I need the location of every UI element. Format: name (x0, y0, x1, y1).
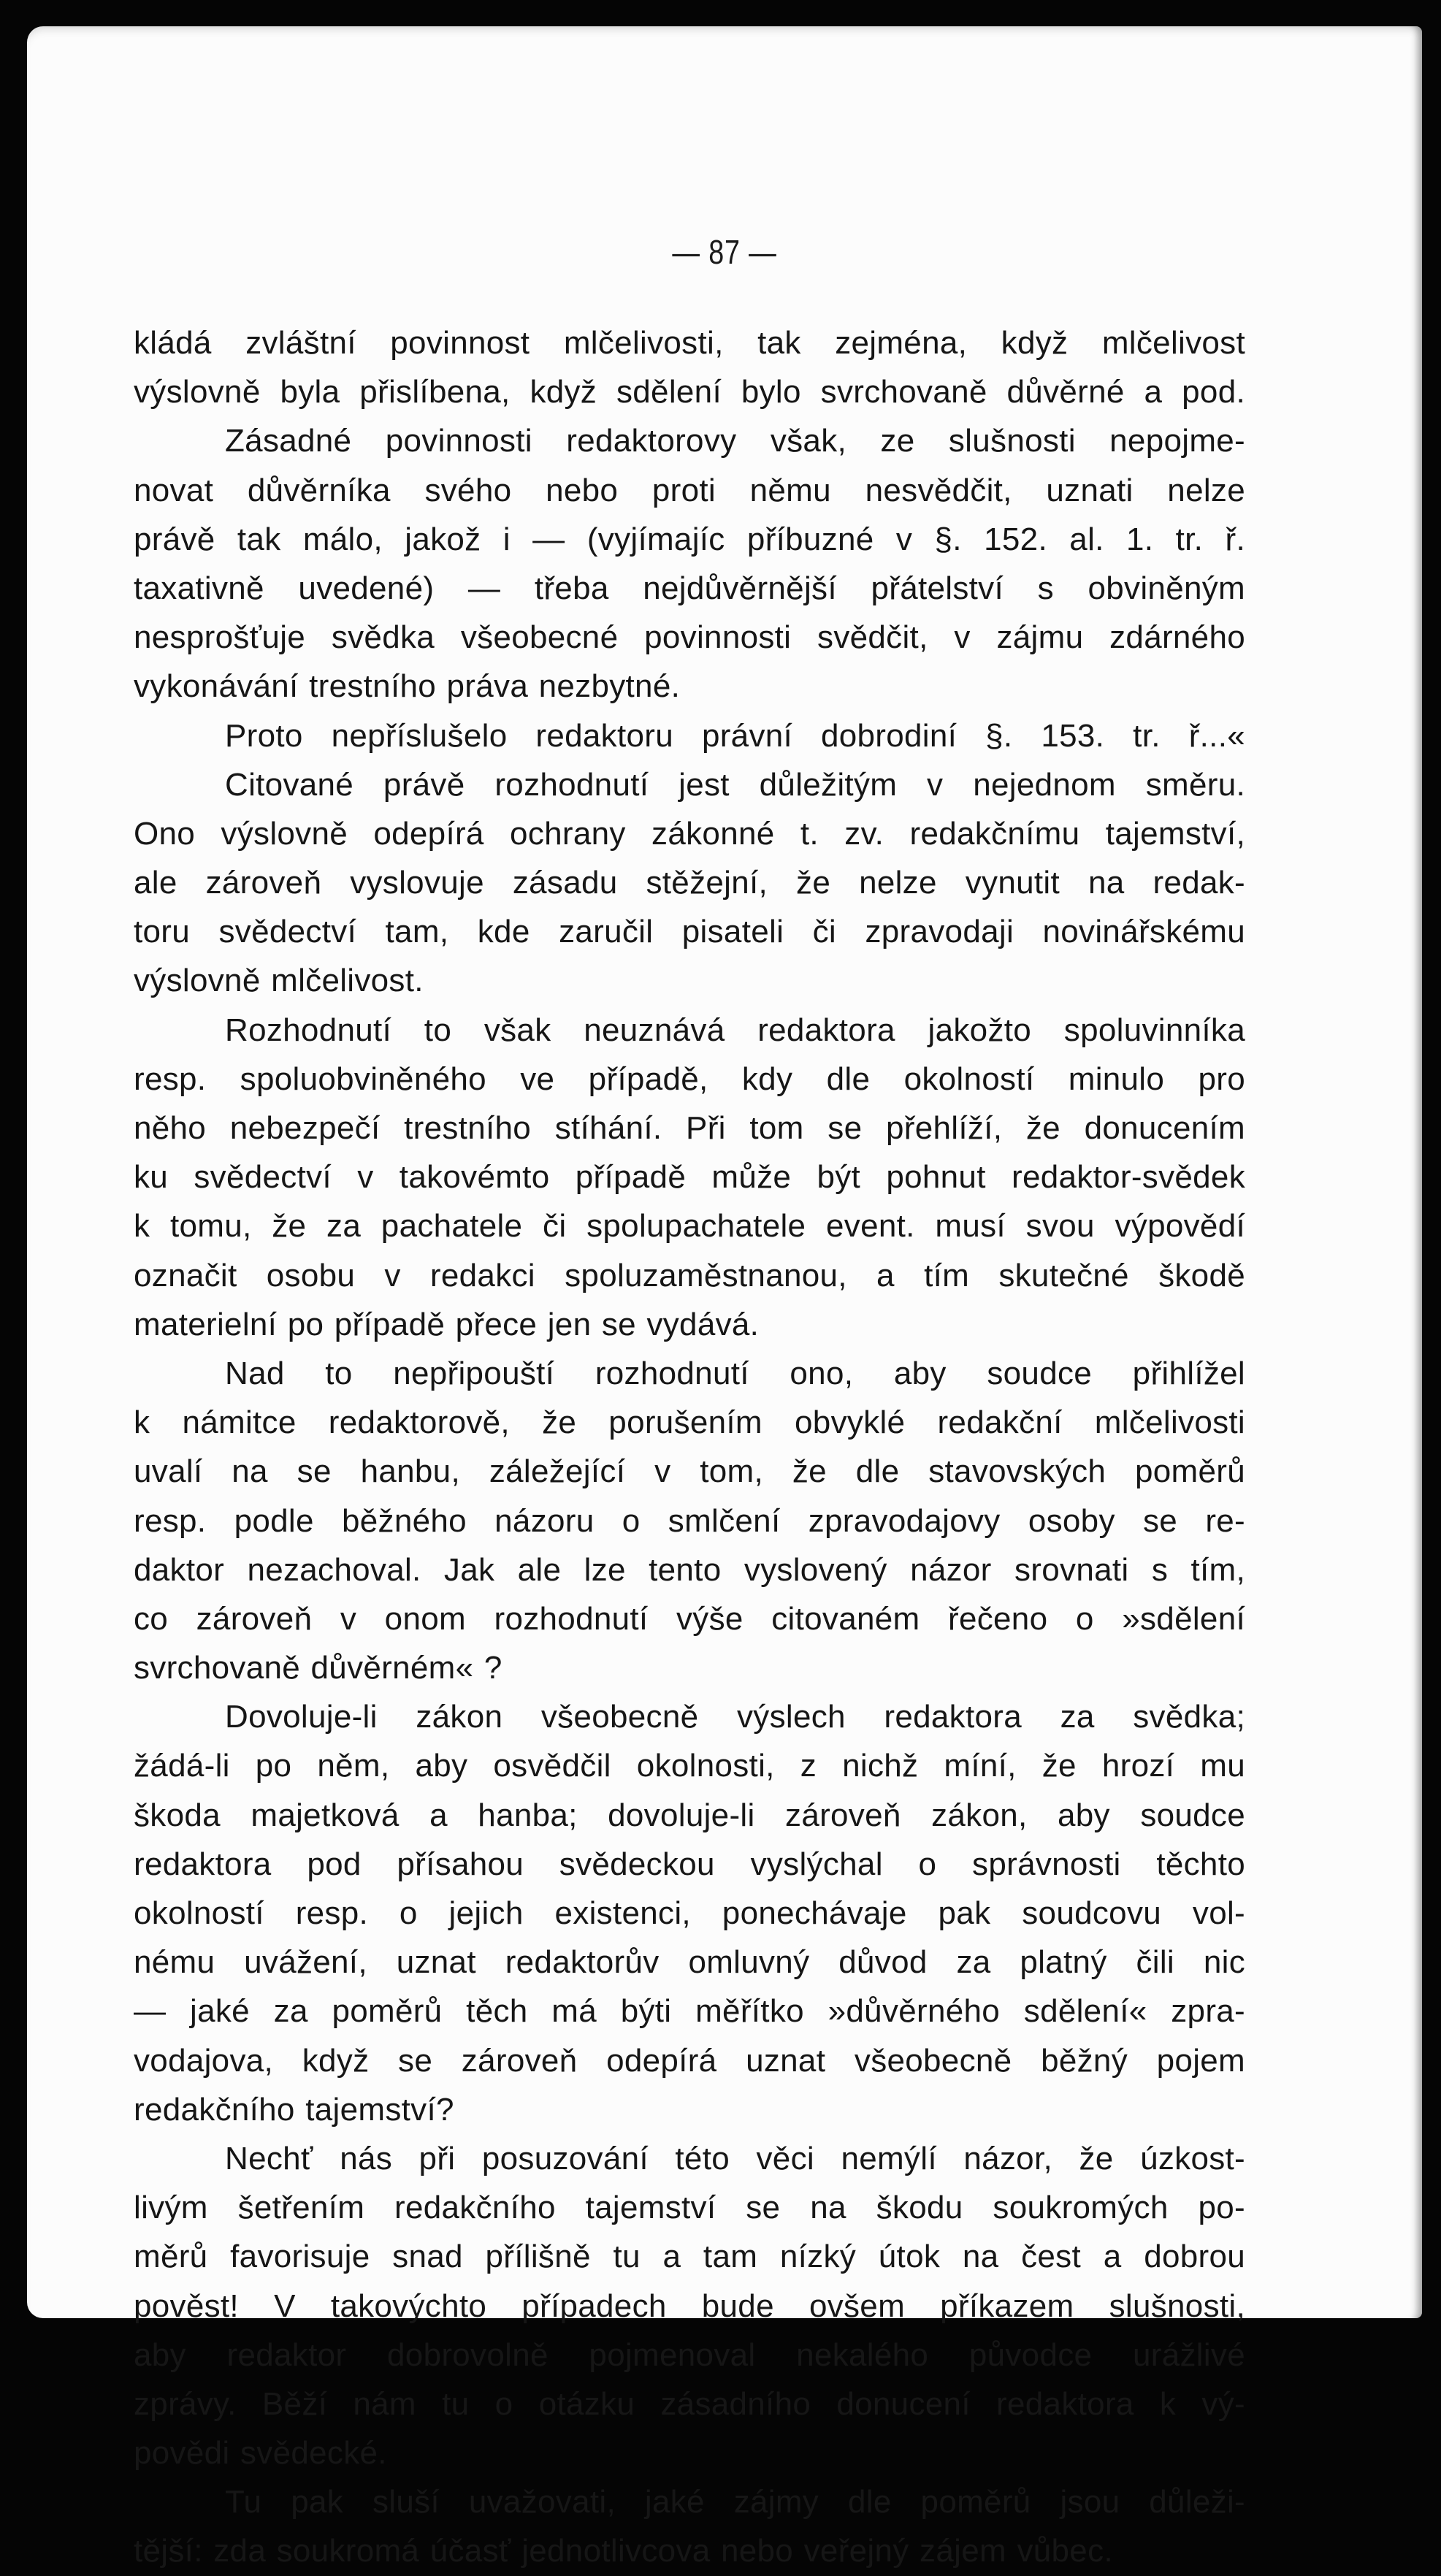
text-line: právě tak málo, jakož i — (vyjímajíc příbuzné v §. 152. al. 1. tr. ř. (134, 521, 1245, 557)
text-line: okolností resp. o jejich existenci, ponechávaje pak soudcovu vol- (134, 1895, 1245, 1931)
text-line: pověst! V takovýchto případech bude ovšem příkazem slušnosti, (134, 2288, 1245, 2324)
book-page (27, 26, 1422, 2569)
page-number: — 87 — (672, 233, 777, 271)
text-line: k námitce redaktorově, že porušením obvyklé redakční mlčelivosti (134, 1404, 1245, 1441)
text-line: co zároveň v onom rozhodnutí výše citovaném řečeno o »sdělení (134, 1600, 1245, 1637)
text-line: resp. spoluobviněného ve případě, kdy dle okolností minulo pro (134, 1060, 1245, 1097)
text-line: žádá-li po něm, aby osvědčil okolnosti, z nichž míní, že hrozí mu (134, 1748, 1245, 1784)
text-line: vodajova, když se zároveň odepírá uznat všeobecně běžný pojem (134, 2042, 1245, 2079)
text-line: toru svědectví tam, kde zaručil pisateli či zpravodaji novinářskému (134, 914, 1245, 950)
paragraph-first-line: Zásadné povinnosti redaktorovy však, ze slušnosti nepojme- (225, 423, 1245, 459)
text-line: redaktora pod přísahou svědeckou vyslýchal o správnosti těchto (134, 1846, 1245, 1882)
text-line: ku svědectví v takovémto případě může být pohnut redaktor-svědek (134, 1159, 1245, 1196)
text-line: materielní po případě přece jen se vydává. (134, 1306, 760, 1342)
text-line: novat důvěrníka svého nebo proti němu nesvědčit, uznati nelze (134, 472, 1245, 508)
body-text (134, 318, 1245, 2576)
text-line: povědi svědecké. (134, 2435, 387, 2472)
text-line: měrů favorisuje snad přílišně tu a tam nízký útok na čest a dobrou (134, 2239, 1245, 2275)
paragraph-first-line: Tu pak sluší uvažovati, jaké zájmy dle poměrů jsou důleži- (225, 2484, 1245, 2520)
text-line: ale zároveň vyslovuje zásadu stěžejní, že nelze vynutit na redak- (134, 865, 1245, 901)
text-line: vykonávání trestního práva nezbytné. (134, 668, 681, 705)
text-line: resp. podle běžného názoru o smlčení zpravodajovy osoby se re- (134, 1502, 1245, 1539)
text-line: Ono výslovně odepírá ochrany zákonné t. zv. redakčnímu tajemství, (134, 815, 1245, 852)
paragraph-first-line: Nechť nás při posuzování této věci nemýlí názor, že úzkost- (225, 2140, 1245, 2176)
text-line: svrchovaně důvěrném« ? (134, 1650, 502, 1686)
text-line: výslovně byla přislíbena, když sdělení bylo svrchovaně důvěrné a pod. (134, 374, 1245, 410)
text-line: nému uvážení, uznat redaktorův omluvný důvod za platný čili nic (134, 1944, 1245, 1981)
text-line: tější: zda soukromá účasť jednotlivcova nebo veřejný zájem vůbec. (134, 2533, 1113, 2569)
paragraph-first-line: Proto nepříslušelo redaktoru právní dobrodiní §. 153. tr. ř...« (225, 717, 1245, 754)
text-line: označit osobu v redakci spoluzaměstnanou, a tím skutečné škodě (134, 1257, 1245, 1293)
text-line: škoda majetková a hanba; dovoluje-li zároveň zákon, aby soudce (134, 1797, 1245, 1833)
text-line: daktor nezachoval. Jak ale lze tento vyslovený názor srovnati s tím, (134, 1551, 1245, 1588)
text-line: něho nebezpečí trestního stíhání. Při tom se přehlíží, že donucením (134, 1110, 1245, 1146)
paragraph-first-line: Dovoluje-li zákon všeobecně výslech redaktora za svědka; (225, 1699, 1245, 1735)
text-line: uvalí na se hanbu, záležející v tom, že dle stavovských poměrů (134, 1453, 1245, 1490)
text-line: zprávy. Běží nám tu o otázku zásadního donucení redaktora k vý- (134, 2385, 1245, 2422)
text-line: livým šetřením redakčního tajemství se na škodu soukromých po- (134, 2190, 1245, 2226)
text-line: aby redaktor dobrovolně pojmenoval nekalého původce urážlivé (134, 2336, 1245, 2373)
text-line: — jaké za poměrů těch má býti měřítko »důvěrného sdělení« zpra- (134, 1993, 1245, 2030)
text-line: nesprošťuje svědka všeobecné povinnosti svědčit, v zájmu zdárného (134, 619, 1245, 656)
text-line: k tomu, že za pachatele či spolupachatele event. musí svou výpovědí (134, 1208, 1245, 1245)
paragraph-first-line: Rozhodnutí to však neuznává redaktora jakožto spoluvinníka (225, 1012, 1245, 1048)
text-line: taxativně uvedené) — třeba nejdůvěrnější přátelství s obviněným (134, 570, 1245, 606)
text-line: výslovně mlčelivost. (134, 963, 424, 999)
text-line: kládá zvláštní povinnost mlčelivosti, tak zejména, když mlčelivost (134, 325, 1245, 361)
text-line: redakčního tajemství? (134, 2091, 454, 2128)
paragraph-first-line: Citované právě rozhodnutí jest důležitým v nejednom směru. (225, 766, 1245, 803)
paragraph-first-line: Nad to nepřipouští rozhodnutí ono, aby soudce přihlížel (225, 1355, 1245, 1391)
